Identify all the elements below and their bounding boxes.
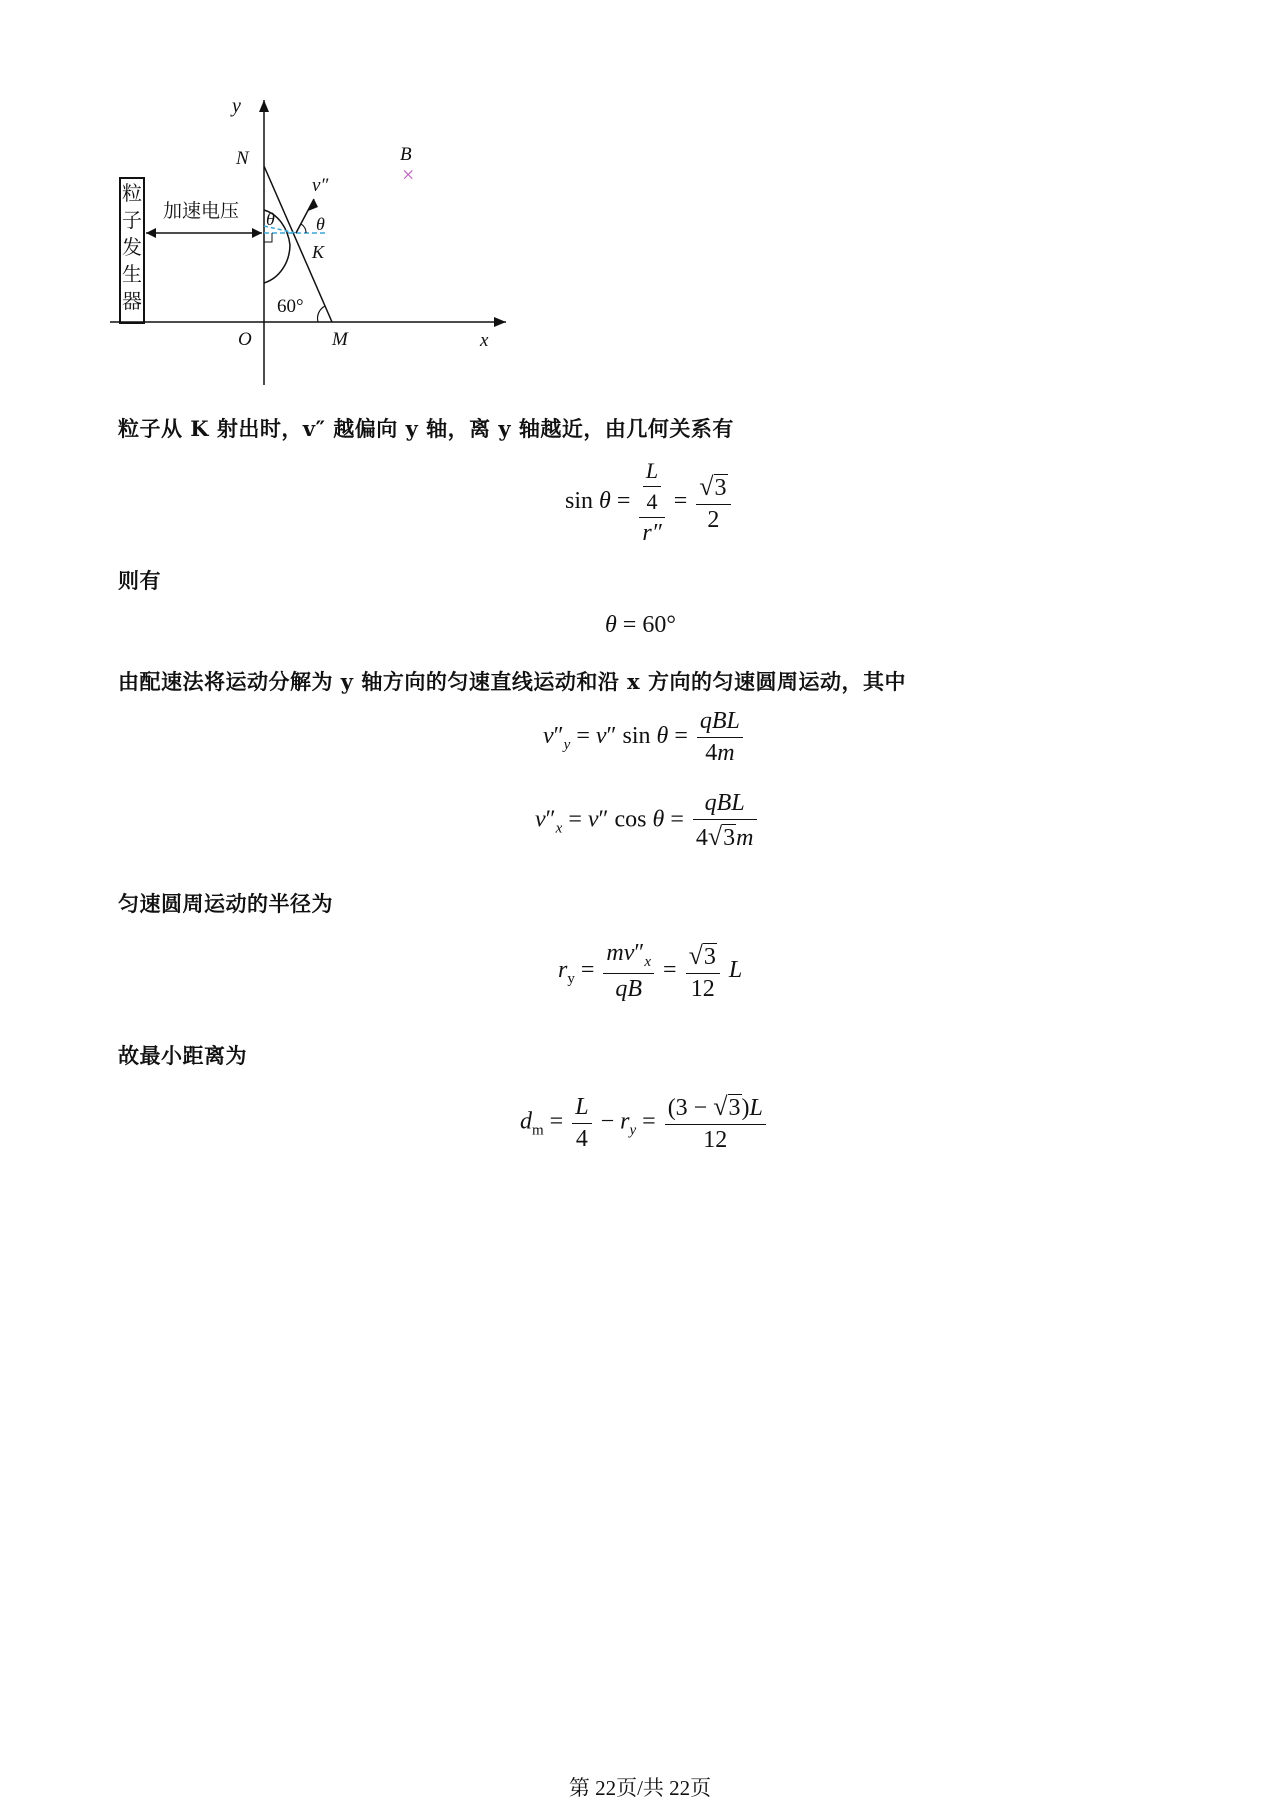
paragraph-1: 粒子从 K 射出时，v″ 越偏向 y 轴，离 y 轴越近，由几何关系有 bbox=[118, 416, 734, 441]
paragraph-4: 匀速圆周运动的半径为 bbox=[118, 891, 333, 916]
label-theta-right: θ bbox=[316, 214, 325, 234]
label-K: K bbox=[312, 242, 325, 262]
paragraph-3: 由配速法将运动分解为 y 轴方向的匀速直线运动和沿 x 方向的匀速圆周运动，其中 bbox=[118, 669, 906, 694]
generator-label bbox=[122, 182, 142, 313]
angle-arc-60 bbox=[318, 306, 325, 322]
accel-arrow-left-head bbox=[146, 228, 156, 238]
generator-char: 发 bbox=[122, 237, 142, 259]
label-x: x bbox=[480, 330, 489, 351]
physics-figure bbox=[110, 100, 530, 400]
label-velocity: v″ bbox=[312, 175, 329, 196]
label-60-degrees: 60° bbox=[277, 296, 304, 317]
equation-3: $v''_y = v''$ sin θ = $\frac{\text{qBL}}{4m}$ bbox=[543, 708, 746, 767]
equation-1: sin θ = $\frac{\frac{L}{4}}{r''}$ = $\frac{√3}{2}$ bbox=[565, 458, 734, 547]
y-axis-arrow bbox=[259, 100, 269, 112]
right-angle-mark bbox=[264, 233, 272, 242]
equation-5: $r_y$ = $\frac{mv''_x}{qB}$ = $\frac{√3}{12}$ L bbox=[558, 940, 743, 1002]
magnetic-field-mark: × bbox=[402, 162, 415, 187]
label-O: O bbox=[238, 329, 252, 350]
paragraph-2: 则有 bbox=[118, 568, 161, 593]
generator-char: 粒 bbox=[122, 183, 142, 205]
x-axis-arrow bbox=[494, 317, 506, 327]
generator-char: 生 bbox=[122, 264, 142, 286]
equation-6: $d_m$ = $\frac{L}{4}$ − $r_y$ = $\frac{(3 - √3)L}{12}$ bbox=[520, 1092, 769, 1154]
equation-4: $v''_x = v''$ cos θ = $\frac{\text{qBL}}{4√3m}$ bbox=[535, 790, 760, 852]
equation-2: θ = 60° bbox=[605, 612, 676, 638]
generator-char: 器 bbox=[122, 291, 142, 313]
page-footer: 第 22页/共 22页 bbox=[568, 1776, 712, 1800]
label-theta-left: θ bbox=[266, 209, 275, 229]
angle-arc-theta bbox=[301, 224, 306, 233]
label-y: y bbox=[232, 100, 241, 117]
accel-arrow-right-head bbox=[252, 228, 262, 238]
generator-char: 子 bbox=[122, 210, 142, 232]
label-N: N bbox=[236, 148, 249, 169]
accel-voltage-label: 加速电压 bbox=[163, 201, 240, 222]
label-B: B bbox=[400, 144, 412, 165]
paragraph-5: 故最小距离为 bbox=[118, 1043, 247, 1068]
label-M: M bbox=[332, 329, 348, 350]
